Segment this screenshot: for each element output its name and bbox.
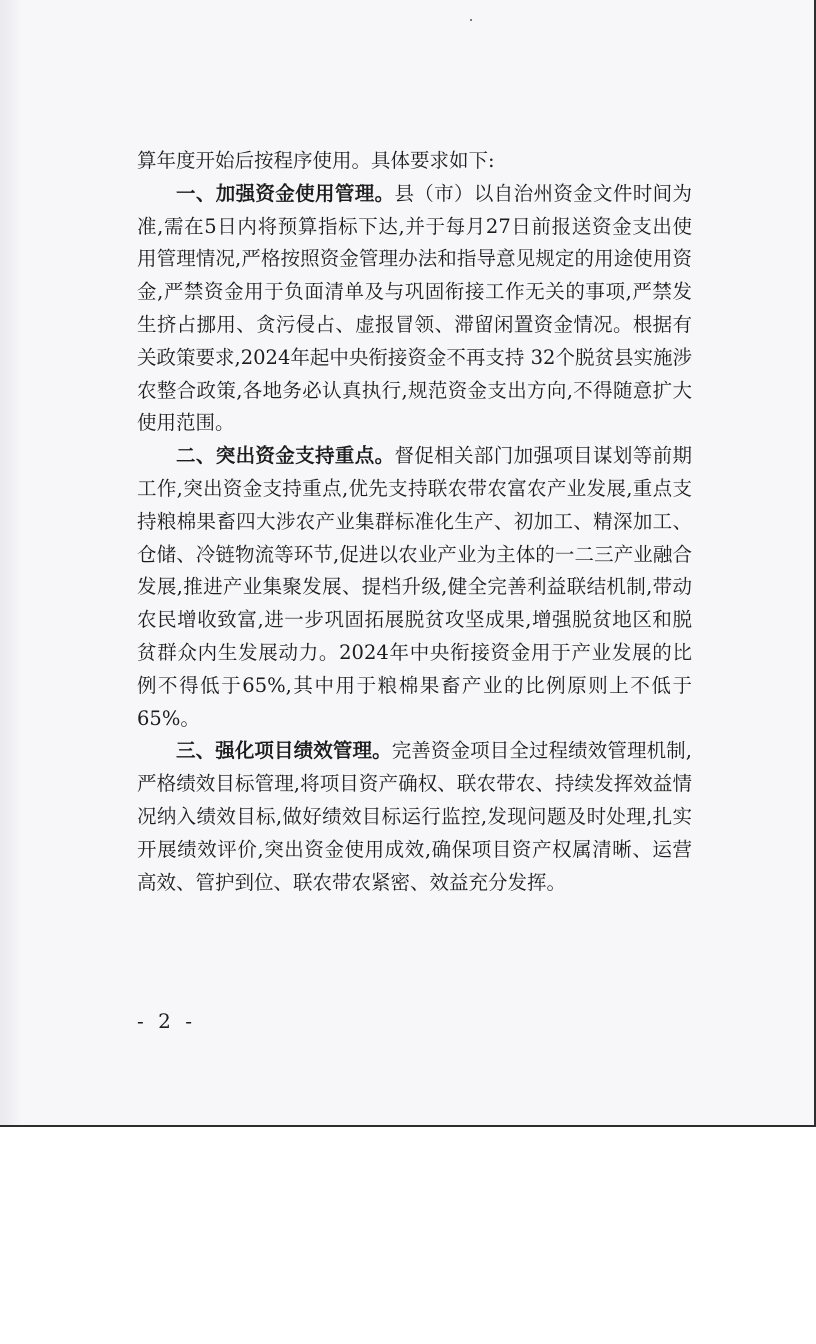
paragraph-heading: 一、加强资金使用管理。 <box>176 181 395 205</box>
paragraph-fund-priorities <box>137 440 692 735</box>
document-body <box>137 145 692 899</box>
paragraph-heading: 三、强化项目绩效管理。 <box>176 739 392 763</box>
paragraph-text: 算年度开始后按程序使用。具体要求如下: <box>137 149 495 172</box>
paragraph-text: 县（市）以自治州资金文件时间为准,需在5日内将预算指标下达,并于每月27日前报送资金支出使用管理情况,严格按照资金管理办法和指导意见规定的用途使用资金,严禁资金用于负面清单及与巩固衔接工作无关的事项,严禁发生挤占挪用、贪污侵占、虚报冒领、滞留闲置资金情况。根据有关政策要求,2024年起中央衔接资金不再支持 32个脱贫县实施涉农整合政策,各地务必认真执行,规范资金支出方向,不得随意扩大使用范围。 <box>137 181 692 435</box>
paragraph-performance-management <box>137 735 692 899</box>
paragraph-intro <box>137 145 692 178</box>
paragraph-text: 督促相关部门加强项目谋划等前期工作,突出资金支持重点,优先支持联农带农富农产业发展,重点支持粮棉果畜四大涉农产业集群标准化生产、初加工、精深加工、仓储、冷链物流等环节,促进以农业产业为主体的一二三产业融合发展,推进产业集聚发展、提档升级,健全完善利益联结机制,带动农民增收致富,进一步巩固拓展脱贫攻坚成果,增强脱贫地区和脱贫群众内生发展动力。2024年中央衔接资金用于产业发展的比例不得低于65%,其中用于粮棉果畜产业的比例原则上不低于65%。 <box>137 444 692 730</box>
paragraph-fund-management <box>137 178 692 440</box>
page-number: - 2 - <box>137 1009 196 1033</box>
scan-speck <box>470 19 472 21</box>
paragraph-text: 完善资金项目全过程绩效管理机制,严格绩效目标管理,将项目资产确权、联农带农、持续发挥效益情况纳入绩效目标,做好绩效目标运行监控,发现问题及时处理,扎实开展绩效评价,突出资金使用成效,确保项目资产权属清晰、运营高效、管护到位、联农带农紧密、效益充分发挥。 <box>137 739 692 894</box>
paragraph-heading: 二、突出资金支持重点。 <box>176 444 395 468</box>
